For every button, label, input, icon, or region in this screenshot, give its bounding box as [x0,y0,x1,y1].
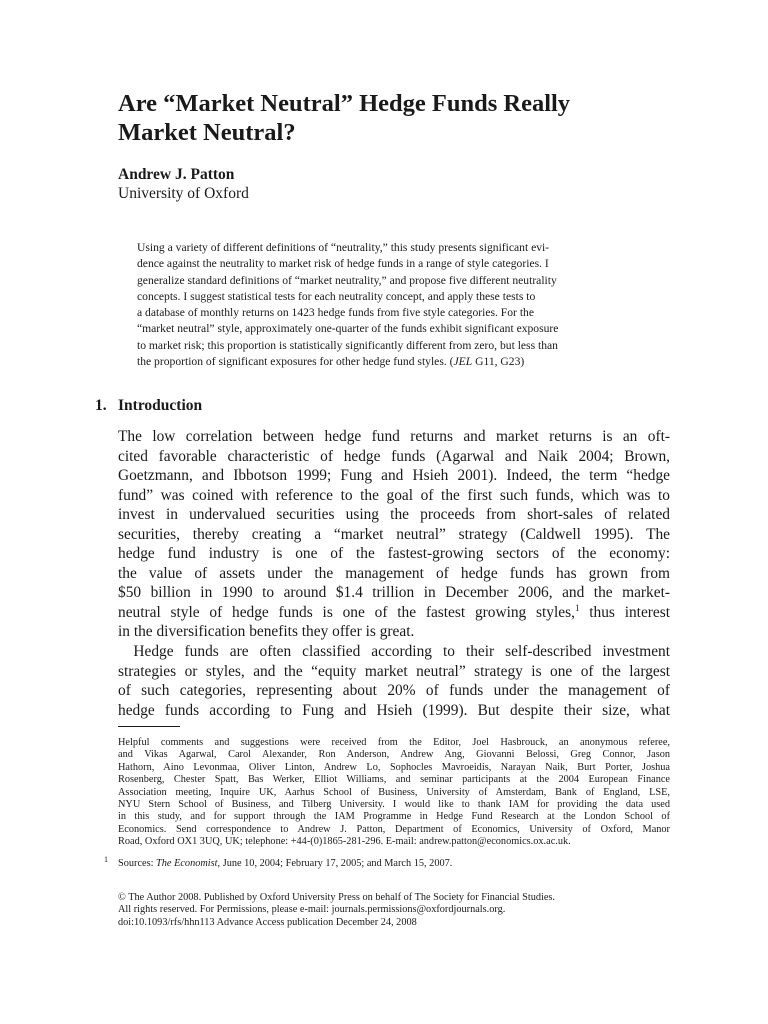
body-line: hedge funds according to Fung and Hsieh (1999). But despite their size, what [118,701,670,719]
abstract-line: concepts. I suggest statistical tests for each neutrality concept, and apply these tests to [137,289,536,303]
advance-access-date: Advance Access publication December 24, 2008 [216,916,417,928]
abstract [137,240,649,370]
footnote-line: Association meeting, Inquire UK, Aarhus School of Business, University of Amsterdam, Bank of England, LSE, [118,786,670,798]
title-line: Are “Market Neutral” Hedge Funds Really [118,90,571,117]
section-number: 1. [95,397,107,414]
footnote-1: Sources: The Economist, June 10, 2004; February 17, 2005; and March 15, 2007. [118,858,453,869]
doi[interactable]: doi:10.1093/rfs/hhn113 [118,916,215,928]
copyright-line: All rights reserved. For Permissions, please e-mail: journals.permissions@oxfordjournals.org. [118,904,506,916]
footnote-line: and Vikas Agarwal, Carol Alexander, Ron Anderson, Andrew Ang, Giovanni Belossi, Greg Connor, Jason [118,749,670,761]
body-line: fund” was coined with reference to the goal of the first such funds, which was to [118,486,670,504]
abstract-line: to market risk; this proportion is statistically significantly different from zero, but less than [137,338,558,352]
acknowledgements-footnote [118,737,670,849]
paper-title [118,89,678,147]
footnote-rule [118,726,180,727]
footnote-line: Rosenberg, Chester Spatt, Bas Werker, Elliot Williams, and seminar participants at the 2004 European Finance [118,774,670,786]
footnote-line: Helpful comments and suggestions were received from the Editor, Joel Hasbrouck, an anonymous referee, [118,737,670,748]
abstract-line: “market neutral” style, approximately one-quarter of the funds exhibit significant exposure [137,322,559,336]
body-line: of such categories, representing about 20% of funds under the management of [118,682,670,700]
section-title: Introduction [118,397,203,414]
footnote-ref[interactable]: 1 [574,602,580,613]
footnote-line: Economics. Send correspondence to Andrew J. Patton, Department of Economics, University of Oxford, Manor [118,823,670,835]
author-affiliation: University of Oxford [118,185,249,202]
source-title: The Economist [156,858,218,869]
copyright-line: © The Author 2008. Published by Oxford University Press on behalf of The Society for Financial Studies. [118,892,555,903]
body-line: strategies or styles, and the “equity market neutral” strategy is one of the largest [118,662,670,680]
abstract-line: Using a variety of different definitions of “neutrality,” this study presents significant evi- [137,241,550,254]
body-line: Goetzmann, and Ibbotson 1999; Fung and Hsieh 2001). Indeed, the term “hedge [118,467,670,485]
abstract-line-last: the proportion of significant exposures for other hedge fund styles. (JEL G11, G23) [137,355,525,369]
doi-row [118,917,670,929]
copyright-block [118,892,670,929]
body-line: in the diversification benefits they offer is great. [118,623,415,641]
footnote-line: in this study, and for support through the IAM Programme in Hedge Fund Research at the London School of [118,811,670,823]
title-line: Market Neutral? [118,119,296,146]
body-line: The low correlation between hedge fund returns and market returns is an oft- [118,428,670,445]
body-line: Hedge funds are often classified according to their self-described investment [118,643,670,661]
jel-label: JEL [453,355,473,369]
body-line: $50 billion in 1990 to around $1.4 trillion in December 2006, and the market- [118,584,670,602]
body-line: the value of assets under the management of hedge funds has grown from [118,564,670,582]
body-line-with-footnote: neutral style of hedge funds is one of the fastest growing styles,$^1$ thus interest [118,602,670,621]
abstract-line: generalize standard definitions of “market neutrality,” and propose five different neutrality [137,273,557,287]
footnote-line: NYU Stern School of Business, and Tilberg University. I would like to thank IAM for providing the data used [118,799,670,811]
abstract-line: dence against the neutrality to market risk of hedge funds in a range of style categories. I [137,257,549,271]
intro-body [118,427,670,720]
author-name: Andrew J. Patton [118,166,235,183]
abstract-line: a database of monthly returns on 1423 hedge funds from five style categories. For the [137,306,534,320]
body-line: invest in undervalued securities using the proceeds from short-sales of related [118,506,670,524]
body-line: hedge fund industry is one of the fastest-growing sectors of the economy: [118,545,670,563]
body-line: securities, thereby creating a “market neutral” strategy (Caldwell 1995). The [118,525,670,543]
footnote-line: Hathorn, Aino Levonmaa, Oliver Linton, Andrew Lo, Sophocles Mavroeidis, Narayan Naik, Burt Porter, Joshua [118,761,670,773]
body-line: cited favorable characteristic of hedge funds (Agarwal and Naik 2004; Brown, [118,447,670,465]
footnote-line: Road, Oxford OX1 3UQ, UK; telephone: +44-(0)1865-281-296. E-mail: andrew.patton@economics.ox.ac.uk. [118,836,571,848]
footnote-1-mark: 1 [104,855,108,864]
